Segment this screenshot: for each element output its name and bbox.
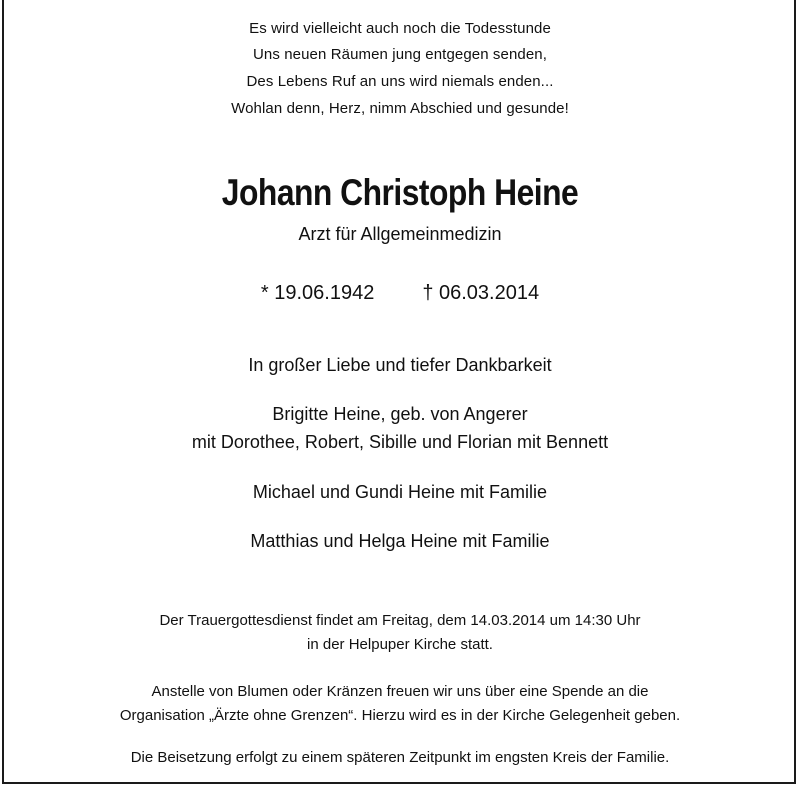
- donation-info: Anstelle von Blumen oder Kränzen freuen wir uns über eine Spende an die: [151, 683, 649, 700]
- family-line: mit Dorothee, Robert, Sibille und Florian mit Bennett: [191, 432, 609, 452]
- service-info: in der Helpuper Kirche statt.: [307, 636, 493, 653]
- burial-info: Die Beisetzung erfolgt zu einem späteren Zeitpunkt im engsten Kreis der Familie.: [130, 749, 670, 766]
- deceased-name: Johann Christoph Heine: [221, 172, 579, 213]
- deceased-profession: Arzt für Allgemeinmedizin: [298, 224, 502, 244]
- birth-date: * 19.06.1942: [260, 282, 375, 304]
- poem-line: Es wird vielleicht auch noch die Todesstunde: [249, 20, 551, 37]
- family-line: Matthias und Helga Heine mit Familie: [250, 531, 550, 551]
- service-info: Der Trauergottesdienst findet am Freitag, dem 14.03.2014 um 14:30 Uhr: [159, 612, 641, 629]
- life-dates: [0, 282, 800, 305]
- dedication: In großer Liebe und tiefer Dankbarkeit: [248, 355, 552, 375]
- family-line: Brigitte Heine, geb. von Angerer: [272, 404, 528, 424]
- poem-line: Wohlan denn, Herz, nimm Abschied und gesunde!: [231, 100, 569, 117]
- family-line: Michael und Gundi Heine mit Familie: [252, 482, 548, 502]
- poem-line: Des Lebens Ruf an uns wird niemals enden...: [246, 73, 554, 90]
- poem-line: Uns neuen Räumen jung entgegen senden,: [252, 46, 548, 63]
- death-date: † 06.03.2014: [422, 282, 540, 304]
- donation-info: Organisation „Ärzte ohne Grenzen“. Hierzu wird es in der Kirche Gelegenheit geben.: [119, 707, 681, 724]
